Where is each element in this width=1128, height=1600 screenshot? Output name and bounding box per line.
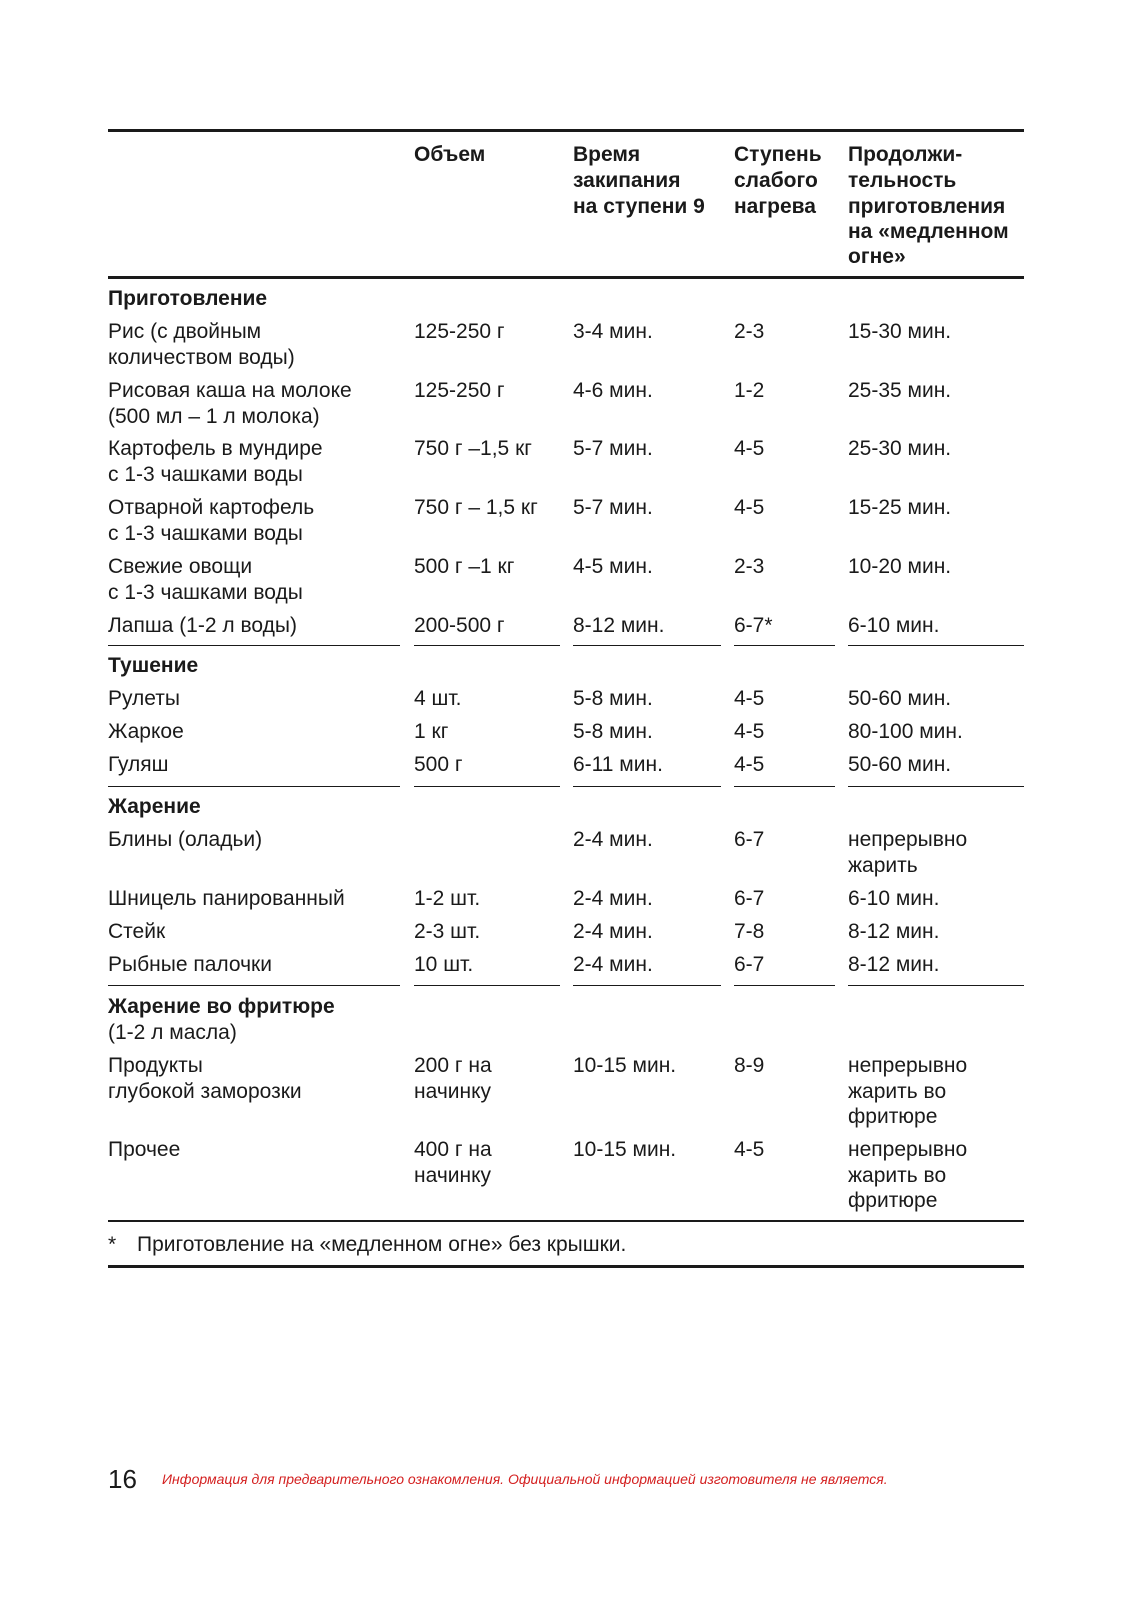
- volume-cell: начинку: [414, 1080, 492, 1103]
- boil-time-cell: 5-7 мин.: [573, 496, 653, 519]
- level-cell: 4-5: [734, 437, 765, 460]
- header-duration-line: огне»: [848, 245, 906, 268]
- header-boil-line: Время: [573, 143, 641, 166]
- level-cell: 2-3: [734, 555, 765, 578]
- dish-name: Рис (с двойным: [108, 320, 262, 343]
- boil-time-cell: 5-8 мин.: [573, 687, 653, 710]
- dish-name: Свежие овощи: [108, 555, 253, 578]
- level-cell: 4-5: [734, 687, 765, 710]
- dish-name: глубокой заморозки: [108, 1080, 302, 1103]
- section-divider: [848, 985, 1024, 986]
- duration-cell: 10-20 мин.: [848, 555, 952, 578]
- duration-cell: 50-60 мин.: [848, 753, 952, 776]
- volume-cell: 200 г на: [414, 1054, 492, 1077]
- header-duration-line: на «медленном: [848, 220, 1009, 243]
- dish-name: Картофель в мундире: [108, 437, 323, 460]
- header-boil-line: на ступени 9: [573, 195, 705, 218]
- duration-cell: фритюре: [848, 1105, 938, 1128]
- dish-name: Шницель панированный: [108, 887, 345, 910]
- dish-name: Рулеты: [108, 687, 180, 710]
- duration-cell: жарить во: [848, 1164, 947, 1187]
- boil-time-cell: 4-6 мин.: [573, 379, 653, 402]
- boil-time-cell: 3-4 мин.: [573, 320, 653, 343]
- volume-cell: 1 кг: [414, 720, 449, 743]
- footnote-asterisk: *: [108, 1233, 117, 1256]
- table-bottom-rule: [108, 1265, 1024, 1268]
- boil-time-cell: 4-5 мин.: [573, 555, 653, 578]
- duration-cell: 6-10 мин.: [848, 614, 940, 637]
- level-cell: 4-5: [734, 753, 765, 776]
- duration-cell: 25-35 мин.: [848, 379, 952, 402]
- level-cell: 8-9: [734, 1054, 765, 1077]
- page-number: 16: [108, 1464, 137, 1494]
- dish-name: количеством воды): [108, 346, 295, 369]
- boil-time-cell: 10-15 мин.: [573, 1054, 677, 1077]
- boil-time-cell: 10-15 мин.: [573, 1138, 677, 1161]
- level-cell: 4-5: [734, 1138, 765, 1161]
- volume-cell: 1-2 шт.: [414, 887, 481, 910]
- duration-cell: непрерывно: [848, 1138, 968, 1161]
- dish-name: (500 мл – 1 л молока): [108, 405, 320, 428]
- section-divider: [573, 786, 721, 787]
- header-duration-line: приготовления: [848, 195, 1006, 218]
- duration-cell: 6-10 мин.: [848, 887, 940, 910]
- level-cell: 6-7: [734, 828, 765, 851]
- level-cell: 7-8: [734, 920, 765, 943]
- volume-cell: 500 г –1 кг: [414, 555, 515, 578]
- section-title: Жарение: [108, 795, 201, 818]
- volume-cell: 10 шт.: [414, 953, 474, 976]
- boil-time-cell: 2-4 мин.: [573, 887, 653, 910]
- section-title: Приготовление: [108, 287, 268, 310]
- level-cell: 6-7: [734, 887, 765, 910]
- volume-cell: 200-500 г: [414, 614, 505, 637]
- dish-name: с 1-3 чашками воды: [108, 522, 303, 545]
- duration-cell: жарить: [848, 854, 918, 877]
- dish-name: Прочее: [108, 1138, 181, 1161]
- header-duration-line: тельность: [848, 169, 957, 192]
- duration-cell: непрерывно: [848, 1054, 968, 1077]
- duration-cell: 8-12 мин.: [848, 920, 940, 943]
- duration-cell: 50-60 мин.: [848, 687, 952, 710]
- dish-name: Блины (оладьи): [108, 828, 263, 851]
- duration-cell: фритюре: [848, 1189, 938, 1212]
- boil-time-cell: 5-7 мин.: [573, 437, 653, 460]
- header-boil-line: закипания: [573, 169, 681, 192]
- section-divider: [414, 645, 560, 646]
- duration-cell: жарить во: [848, 1080, 947, 1103]
- section-divider: [108, 786, 400, 787]
- header-level-line: нагрева: [734, 195, 816, 218]
- dish-name: Отварной картофель: [108, 496, 315, 519]
- section-divider: [108, 645, 400, 646]
- section-divider: [848, 786, 1024, 787]
- duration-cell: 8-12 мин.: [848, 953, 940, 976]
- level-cell: 4-5: [734, 496, 765, 519]
- section-divider: [734, 985, 835, 986]
- duration-cell: 15-30 мин.: [848, 320, 952, 343]
- duration-cell: 15-25 мин.: [848, 496, 952, 519]
- volume-cell: 750 г –1,5 кг: [414, 437, 532, 460]
- dish-name: с 1-3 чашками воды: [108, 581, 303, 604]
- boil-time-cell: 2-4 мин.: [573, 920, 653, 943]
- section-divider: [573, 985, 721, 986]
- header-bottom-rule: [108, 276, 1024, 279]
- level-cell: 6-7: [734, 953, 765, 976]
- table-top-rule: [108, 129, 1024, 132]
- dish-name: Жаркое: [108, 720, 184, 743]
- footnote-rule: [108, 1220, 1024, 1222]
- level-cell: 1-2: [734, 379, 765, 402]
- level-cell: 6-7*: [734, 614, 773, 637]
- section-divider: [108, 985, 400, 986]
- boil-time-cell: 2-4 мин.: [573, 828, 653, 851]
- volume-cell: 2-3 шт.: [414, 920, 481, 943]
- boil-time-cell: 6-11 мин.: [573, 753, 663, 776]
- boil-time-cell: 2-4 мин.: [573, 953, 653, 976]
- level-cell: 2-3: [734, 320, 765, 343]
- volume-cell: 125-250 г: [414, 379, 505, 402]
- header-duration-line: Продолжи-: [848, 143, 963, 166]
- section-divider: [848, 645, 1024, 646]
- volume-cell: 400 г на: [414, 1138, 492, 1161]
- header-level-line: слабого: [734, 169, 818, 192]
- volume-cell: 500 г: [414, 753, 463, 776]
- dish-name: Стейк: [108, 920, 166, 943]
- section-divider: [734, 645, 835, 646]
- dish-name: Рыбные палочки: [108, 953, 272, 976]
- boil-time-cell: 8-12 мин.: [573, 614, 665, 637]
- disclaimer-text: Информация для предварительного ознакомления. Официальной информацией изготовителя не является.: [162, 1471, 888, 1487]
- volume-cell: 750 г – 1,5 кг: [414, 496, 538, 519]
- level-cell: 4-5: [734, 720, 765, 743]
- duration-cell: непрерывно: [848, 828, 968, 851]
- section-divider: [734, 786, 835, 787]
- dish-name: Гуляш: [108, 753, 169, 776]
- section-divider: [414, 985, 560, 986]
- dish-name: Рисовая каша на молоке: [108, 379, 352, 402]
- dish-name: Лапша (1-2 л воды): [108, 614, 297, 637]
- footnote-text: Приготовление на «медленном огне» без крышки.: [137, 1233, 627, 1256]
- section-title: Жарение во фритюре: [108, 995, 335, 1018]
- section-subtitle: (1-2 л масла): [108, 1021, 237, 1044]
- dish-name: Продукты: [108, 1054, 203, 1077]
- boil-time-cell: 5-8 мин.: [573, 720, 653, 743]
- header-level-line: Ступень: [734, 143, 822, 166]
- volume-cell: 4 шт.: [414, 687, 462, 710]
- section-divider: [573, 645, 721, 646]
- volume-cell: начинку: [414, 1164, 492, 1187]
- header-volume: Объем: [414, 143, 486, 166]
- duration-cell: 25-30 мин.: [848, 437, 952, 460]
- dish-name: с 1-3 чашками воды: [108, 463, 303, 486]
- section-divider: [414, 786, 560, 787]
- duration-cell: 80-100 мин.: [848, 720, 963, 743]
- volume-cell: 125-250 г: [414, 320, 505, 343]
- section-title: Тушение: [108, 654, 199, 677]
